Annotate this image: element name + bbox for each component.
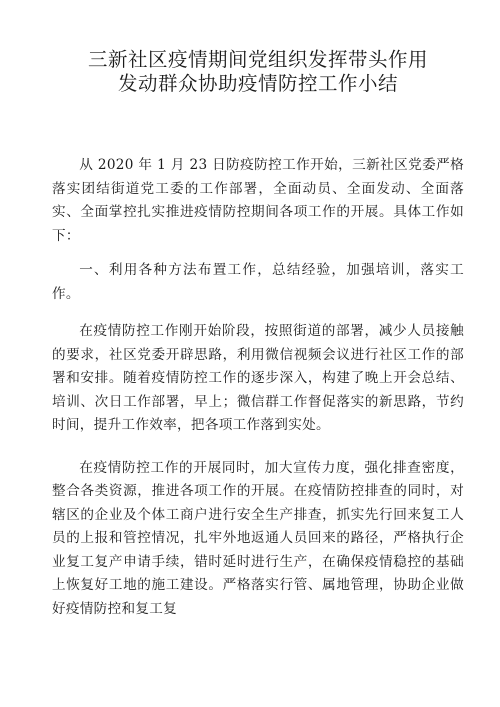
paragraph-intro: 从 2020 年 1 月 23 日防疫防控工作开始，三新社区党委严格落实团结街道党工委的工作部署，全面动员、全面发动、全面落实、全面掌控扎实推进疫情防控期间各项工作的开展。具体工作如下： (52, 157, 464, 244)
paragraph-work-deployment: 在疫情防控工作刚开始阶段，按照街道的部署，减少人员接触的要求，社区党委开辟思路，利用微信视频会议进行社区工作的部署和安排。随着疫情防控工作的逐步深入，构建了晚上开会总结、培训、次日工作部署，早上；微信群工作督促落实的新思路，节约时间，提升工作效率，把各项工作落到实处。 (52, 323, 464, 433)
title-line-1: 三新社区疫情期间党组织发挥带头作用 (87, 48, 428, 71)
document-title (52, 0, 464, 96)
paragraph-section-heading: 一、利用各种方法布置工作，总结经验，加强培训，落实工作。 (52, 262, 464, 302)
title-line-2: 发动群众协助疫情防控工作小结 (117, 72, 398, 95)
document-body (52, 154, 464, 621)
paragraph-publicity-inspection: 在疫情防控工作的开展同时，加大宣传力度，强化排查密度，整合各类资源，推进各项工作的开展。在疫情防控排查的同时，对辖区的企业及个体工商户进行安全生产排查，抓实先行回来复工人员的上报和管控情况，扎牢外地返通人员回来的路径，严格执行企业复工复产申请手续，错时延时进行生产，在确保疫情稳控的基础上恢复好工地的施工建设。严格落实行管、属地管理，协助企业做好疫情防控和复工复 (52, 459, 464, 617)
